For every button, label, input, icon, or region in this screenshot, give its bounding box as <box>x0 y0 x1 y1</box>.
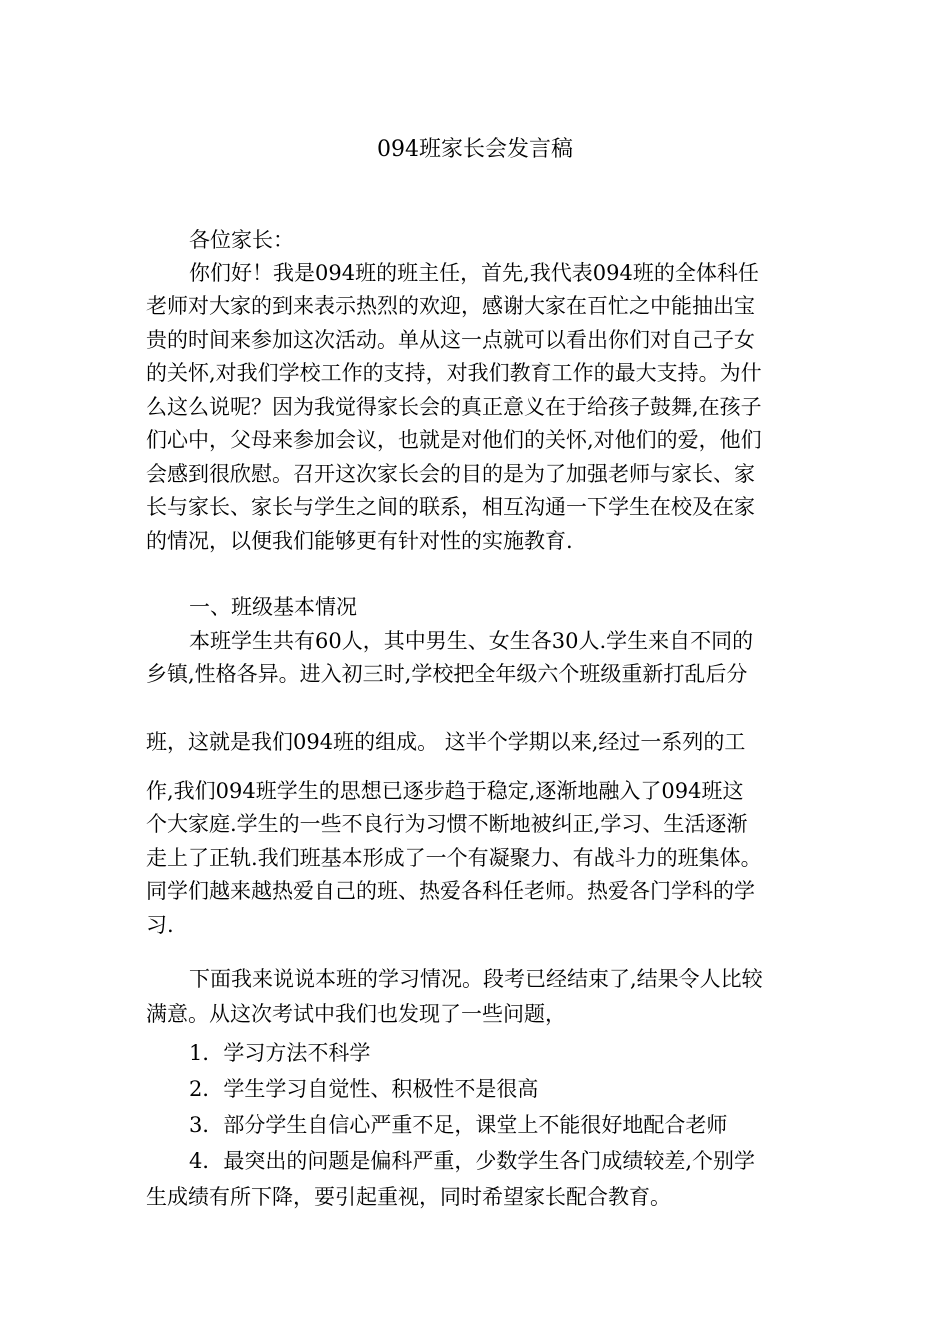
paragraph-line: 你们好！我是094班的班主任，首先,我代表094班的全体科任 <box>189 261 759 285</box>
paragraph-line: 乡镇,性格各异。进入初三时,学校把全年级六个班级重新打乱后分 <box>146 662 748 686</box>
paragraph-line: 下面我来说说本班的学习情况。段考已经结束了,结果令人比较 <box>189 967 763 991</box>
paragraph-line: 长与家长、家长与学生之间的联系，相互沟通一下学生在校及在家 <box>146 495 755 519</box>
paragraph-line: 们心中，父母来参加会议，也就是对他们的关怀,对他们的爱，他们 <box>146 428 762 452</box>
document-title: 094班家长会发言稿 <box>377 137 573 162</box>
paragraph-line: 班，这就是我们094班的组成。 这半个学期以来,经过一系列的工 <box>146 730 746 754</box>
paragraph-line: 的关怀,对我们学校工作的支持，对我们教育工作的最大支持。为什 <box>146 361 762 385</box>
paragraph-line: 会感到很欣慰。召开这次家长会的目的是为了加强老师与家长、家 <box>146 462 755 486</box>
section-heading: 一、班级基本情况 <box>189 595 357 619</box>
paragraph-line: 老师对大家的到来表示热烈的欢迎，感谢大家在百忙之中能抽出宝 <box>146 294 755 318</box>
list-item: 3．部分学生自信心严重不足，课堂上不能很好地配合老师 <box>189 1113 728 1137</box>
salutation: 各位家长： <box>189 228 294 252</box>
paragraph-line: 满意。从这次考试中我们也发现了一些问题， <box>146 1002 566 1026</box>
paragraph-line: 的情况，以便我们能够更有针对性的实施教育. <box>146 529 573 553</box>
list-item: 2．学生学习自觉性、积极性不是很高 <box>189 1077 539 1101</box>
list-item: 1．学习方法不科学 <box>189 1041 371 1065</box>
paragraph-line: 么这么说呢？因为我觉得家长会的真正意义在于给孩子鼓舞,在孩子 <box>146 395 762 419</box>
paragraph-line: 本班学生共有60人，其中男生、女生各30人.学生来自不同的 <box>189 629 754 653</box>
paragraph-line: 走上了正轨.我们班基本形成了一个有凝聚力、有战斗力的班集体。 <box>146 846 762 870</box>
paragraph-line: 生成绩有所下降，要引起重视，同时希望家长配合教育。 <box>146 1185 671 1209</box>
paragraph-line: 贵的时间来参加这次活动。单从这一点就可以看出你们对自己子女 <box>146 328 755 352</box>
list-item: 4．最突出的问题是偏科严重，少数学生各门成绩较差,个别学 <box>189 1149 756 1173</box>
paragraph-line: 个大家庭.学生的一些不良行为习惯不断地被纠正,学习、生活逐渐 <box>146 812 748 836</box>
paragraph-line: 作,我们094班学生的思想已逐步趋于稳定,逐渐地融入了094班这 <box>146 779 744 803</box>
paragraph-line: 同学们越来越热爱自己的班、热爱各科任老师。热爱各门学科的学 <box>146 879 755 903</box>
paragraph-line: 习. <box>146 913 174 937</box>
